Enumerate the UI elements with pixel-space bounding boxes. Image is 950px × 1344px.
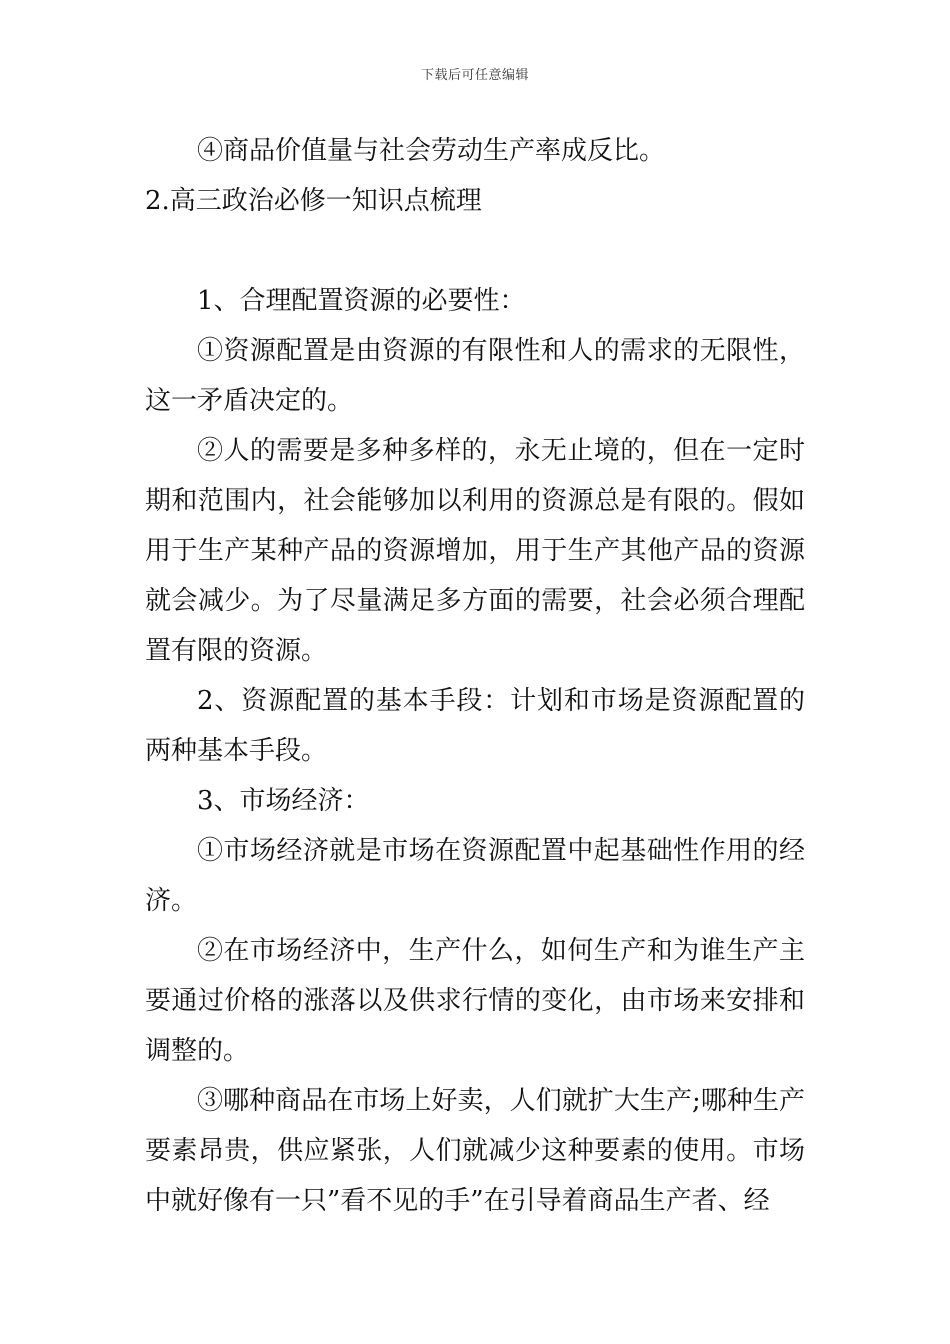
document-body xyxy=(145,126,805,1226)
paragraph-value-inverse: ④商品价值量与社会劳动生产率成反比。 xyxy=(197,136,666,166)
paragraph-necessity-title: 1、合理配置资源的必要性： xyxy=(197,286,526,316)
paragraph-invisible-hand: ③哪种商品在市场上好卖，人们就扩大生产;哪种生产要素昂贵，供应紧张，人们就减少这种要素的使用。市场中就好像有一只”看不见的手”在引导着商品生产者、经 xyxy=(145,1086,805,1216)
page-header: 下载后可任意编辑 xyxy=(420,68,529,83)
paragraph-market-economy-definition: ①市场经济就是市场在资源配置中起基础性作用的经济。 xyxy=(145,836,805,916)
paragraph-basic-means: 2、资源配置的基本手段：计划和市场是资源配置的两种基本手段。 xyxy=(145,686,805,766)
section-heading: 2.高三政治必修一知识点梳理 xyxy=(145,186,482,216)
paragraph-allocation-reason: ①资源配置是由资源的有限性和人的需求的无限性，这一矛盾决定的。 xyxy=(145,336,805,416)
paragraph-market-economy-title: 3、市场经济： xyxy=(197,786,370,816)
paragraph-market-decides: ②在市场经济中，生产什么，如何生产和为谁生产主要通过价格的涨落以及供求行情的变化，由市场来安排和调整的。 xyxy=(145,936,805,1066)
paragraph-needs-limited: ②人的需要是多种多样的，永无止境的，但在一定时期和范围内，社会能够加以利用的资源总是有限的。假如用于生产某种产品的资源增加，用于生产其他产品的资源就会减少。为了尽量满足多方面的需要，社会必须合理配置有限的资源。 xyxy=(145,436,805,666)
